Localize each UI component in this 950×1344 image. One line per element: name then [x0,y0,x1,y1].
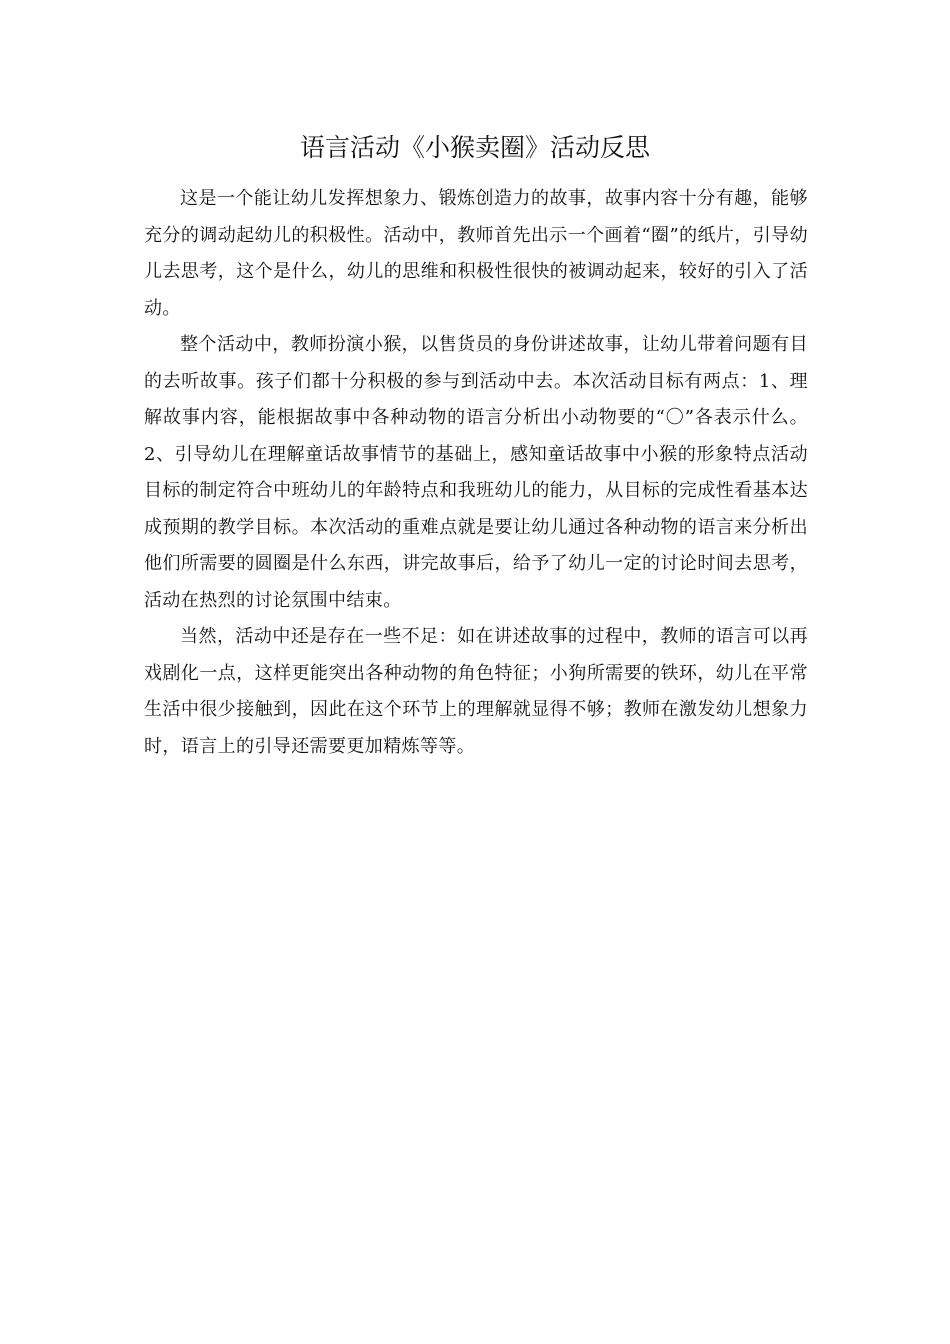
paragraph-intro: 这是一个能让幼儿发挥想象力、锻炼创造力的故事，故事内容十分有趣，能够充分的调动起幼儿的积极性。活动中，教师首先出示一个画着“圈”的纸片，引导幼儿去思考，这个是什么，幼儿的思维和积极性很快的被调动起来，较好的引入了活动。 [144,188,808,319]
document-body [144,181,808,765]
document-title: 语言活动《小猴卖圈》活动反思 [299,133,650,162]
paragraph-process: 整个活动中，教师扮演小猴，以售货员的身份讲述故事，让幼儿带着问题有目的去听故事。孩子们都十分积极的参与到活动中去。本次活动目标有两点：1、理解故事内容，能根据故事中各种动物的语言分析出小动物要的“〇”各表示什么。2、引导幼儿在理解童话故事情节的基础上，感知童话故事中小猴的形象特点活动目标的制定符合中班幼儿的年龄特点和我班幼儿的能力，从目标的完成性看基本达成预期的教学目标。本次活动的重难点就是要让幼儿通过各种动物的语言来分析出他们所需要的圆圈是什么东西，讲完故事后，给予了幼儿一定的讨论时间去思考，活动在热烈的讨论氛围中结束。 [144,334,808,611]
paragraph-shortcomings: 当然，活动中还是存在一些不足：如在讲述故事的过程中，教师的语言可以再戏剧化一点，这样更能突出各种动物的角色特征；小狗所需要的铁环，幼儿在平常生活中很少接触到，因此在这个环节上的理解就显得不够；教师在激发幼儿想象力时，语言上的引导还需要更加精炼等等。 [144,626,808,757]
